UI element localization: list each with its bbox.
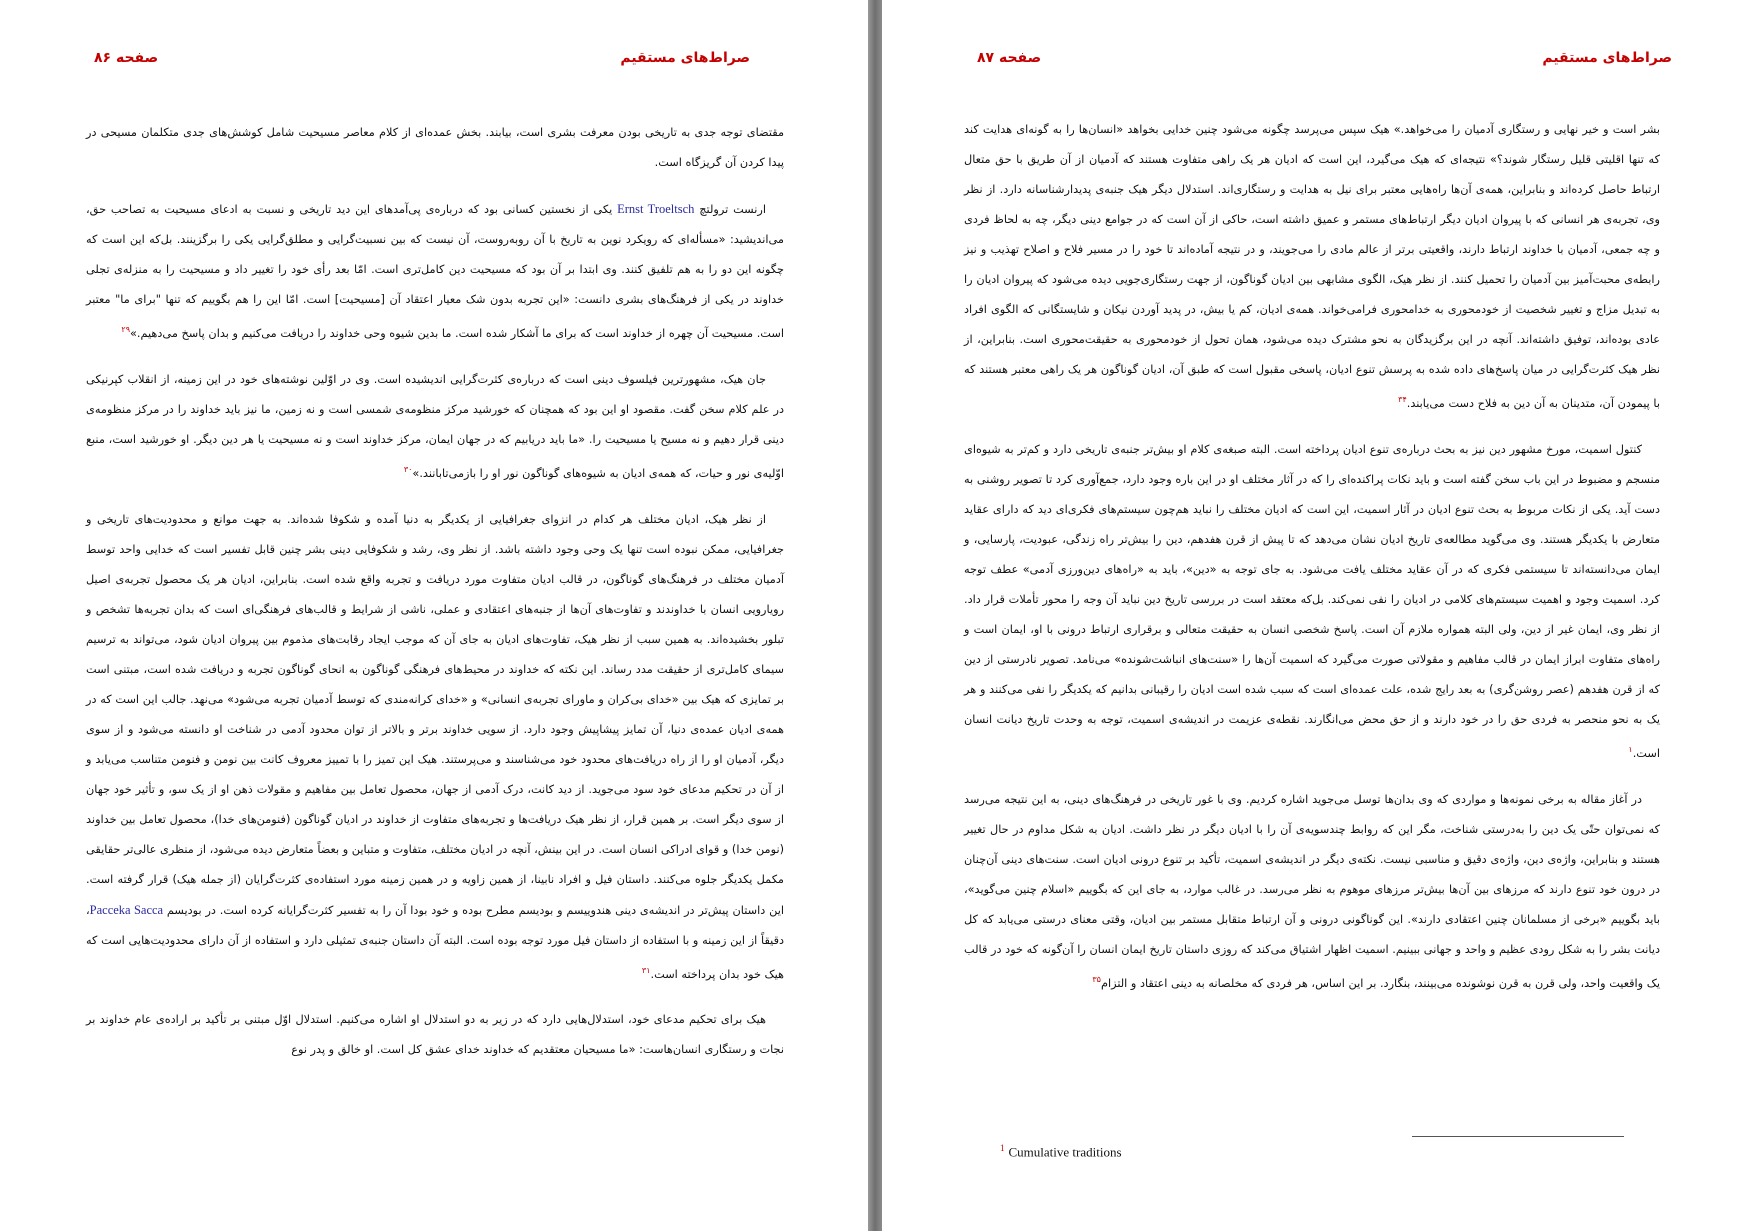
body-text <box>86 118 784 1081</box>
latin-name: Pacceka Sacca <box>89 902 164 917</box>
paragraph-text: مقتضای توجه جدی به تاریخی بودن معرفت بشری است، بیابند. بخش عمده‌ای از کلام معاصر مسیحیت شامل کوشش‌های جدی متکلمان مسیحی در پیدا کردن آن گریزگاه است. <box>86 126 784 169</box>
footnote-text: Cumulative traditions <box>1008 1144 1122 1160</box>
footnote-ref[interactable]: ۱ <box>1628 744 1633 754</box>
footnote <box>1000 1143 1122 1160</box>
paragraph <box>86 194 784 349</box>
footnote-ref[interactable]: ۳۰ <box>403 464 413 474</box>
paragraph <box>86 365 784 489</box>
paragraph-text: بشر است و خیر نهایی و رستگاری آدمیان را می‌خواهد.» هیک سپس می‌پرسد چگونه می‌شود چنین خدایی بخواهد «انسان‌ها را به گونه‌ای هدایت کند که تنها اقلیتی قلیل رستگار شوند؟» نتیجه‌ای که هیک می‌گیرد، این است که ادیان هر یک راهی متفاوت هستند که آدمیان از آن طریق با حق متعال ارتباط حاصل کرده‌اند و بنابراین، همه‌ی آن‌ها راه‌هایی معتبر برای نیل به هدایت و رستگاری‌اند. استدلال دیگر هیک جنبه‌ی پدیدارشناسانه دارد. از نظر وی، تجربه‌ی هر انسانی که با پیروان ادیان دیگر ارتباط‌های مستمر و عمیق داشته است، حاکی از آن است که در جوامع دینی دیگر، چه به لحاظ فردی و چه جمعی، آدمیان با خداوند ارتباط دارند، واقعیتی برتر از عالم مادی را می‌جویند، و در نتیجه آماده‌اند تا خود را در مسیر فلاح و اصلاح تهذیب و نیز رابطه‌ی محبت‌آمیز بین آدمیان را تحمیل کنند. از نظر هیک، الگوی مشابهی بین ادیان گوناگون، از جهت رستگاری‌جویی دیده می‌شود که پیروان ادیان را به تبدیل مزاج و تغییر شخصیت از خودمحوری به خدامحوری فرامی‌خواند. همه‌ی ادیان، کم یا بیش، در پدید آوردن نیکان و شایستگانی که الگوی افراد عادی بوده‌اند، توفیق داشته‌اند. آنچه در این برگزیدگان به نحو مشترک دیده می‌شود، همان تحول از خودمحوری به حقیقت‌محوری است. بنابراین، از نظر هیک کثرت‌گرایی در میان پاسخ‌های داده شده به پرسش تنوع ادیان، پاسخی مقبول است که طبق آن، ادیان گوناگون هر یک راهی معتبر هستند که با پیمودن آن، متدینان به آن دین به فلاح دست می‌یابند. <box>964 123 1660 410</box>
paragraph-text: جان هیک، مشهورترین فیلسوف دینی است که درباره‌ی کثرت‌گرایی اندیشیده است. وی در اوّلین نوشته‌های خود در این زمینه، از انقلاب کپرنیکی در علم کلام سخن گفت. مقصود او این بود که همچنان که خورشید مرکز منظومه‌ی شمسی است و نه زمین، ما نیز باید خداوند را در مرکز منظومه‌ی دینی قرار دهیم و نه مسیح یا مسیحیت را. «ما باید دریابیم که در جهان ایمان، مرکز خداوند است و نه مسیحیت یا هر دین دیگر. او خورشید است، منبع اوّلیه‌ی نور و حیات، که همه‌ی ادیان به شیوه‌های گوناگون نور او را بازمی‌تابانند.» <box>86 372 784 480</box>
footnote-separator <box>1412 1136 1624 1137</box>
paragraph-text: در آغاز مقاله به برخی نمونه‌ها و مواردی که وی بدان‌ها توسل می‌جوید اشاره کردیم. وی با غور تاریخی در فرهنگ‌های دینی، به این نتیجه می‌رسد که نمی‌توان حتّی یک دین را به‌درستی شناخت، مگر این که روابط چندسویه‌ی آن را با ادیان دیگر در نظر داشت. ادیان به شکل مداوم در حال تغییر هستند و بنابراین، واژه‌ی دین، واژه‌ی دقیق و مناسبی نیست. نکته‌ی دیگر در اندیشه‌ی اسمیت، تأکید بر تنوع درونی ادیان است. سنت‌های دینی آن‌چنان در درون خود تنوع دارند که مرزهای بین آن‌ها بیش‌تر مرزهای موهوم به نظر می‌رسد. در غالب موارد، به جای این که بگوییم «اسلام چنین می‌گوید»، باید بگوییم «برخی از مسلمانان چنین اعتقادی دارند». این گوناگونی درونی و آن ارتباط متقابل مستمر بین ادیان، وقتی معنای درستی می‌یابد که کل دیانت بشر را به شکل رودی عظیم و واحد و جهانی ببینیم. اسمیت اظهار اشتیاق می‌کند که روزی داستان تاریخ ایمان انسان را آن‌گونه که خود در قالب یک واقعیت واحد، ولی قرن به قرن نوشونده می‌بینند، بنگارد. بر این اساس، هر فردی که مخلصانه به دینی اعتقاد و التزام <box>964 792 1660 990</box>
running-header-title: صراط‌های مستقیم <box>1542 50 1672 66</box>
paragraph-text: هیک برای تحکیم مدعای خود، استدلال‌هایی دارد که در زیر به دو استدلال او اشاره می‌کنیم. استدلال اوّل مبتنی بر تأکید بر اراده‌ی عام خداوند بر نجات و رستگاری انسان‌هاست: «ما مسیحیان معتقدیم که خداوند خدای عشق کل است. او خالق و پدر نوع <box>86 1013 784 1057</box>
page-gutter <box>868 0 882 1231</box>
page-number: صفحه ۸۶ <box>94 50 159 66</box>
paragraph <box>964 785 1660 999</box>
paragraph <box>86 1005 784 1065</box>
paragraph-text: ، دقیقاً از این زمینه و با استفاده از داستان فیل مورد توجه بوده است. البته آن داستان جنبه‌ی تمثیلی دارد و استفاده از آن دارای محدودیت‌هایی است که هیک خود بدان پرداخته است. <box>86 903 784 981</box>
right-page <box>882 0 1752 1231</box>
footnote-ref[interactable]: ۳۴ <box>1398 395 1407 404</box>
page-number: صفحه ۸۷ <box>977 50 1042 66</box>
paragraph-text: ارنست ترولتچ <box>699 203 766 216</box>
left-page <box>0 0 868 1231</box>
footnote-ref[interactable]: ۳۵ <box>1092 974 1101 984</box>
paragraph-text: یکی از نخستین کسانی بود که درباره‌ی پی‌آمدهای این دید تاریخی و نسبت به ادعای مسیحیت به تصاحب حق، می‌اندیشید: «مسأله‌ای که رویکرد نوین به تاریخ با آن روبه‌روست، آن نیست که بین نسبیت‌گرایی و مطلق‌گرایی یکی را برگزینند. بل‌که این است که چگونه این دو را به هم تلفیق کنند. وی ابتدا بر آن بود که مسیحیت دین کامل‌تری است. امّا بعد رأی خود را تغییر داد و مسیحیت را به منزله‌ی تجلی خداوند در یکی از فرهنگ‌های بشری دانست: «این تجربه بدون شک معیار اعتقاد آن [مسیحیت] است. امّا این را هم بگوییم که تنها "برای ما" معتبر است. مسیحیت آن چهره از خداوند است که برای ما آشکار شده است. ما بدین شیوه وحی خداوند را دریافت می‌کنیم و بدان پاسخ می‌دهیم.» <box>86 203 784 340</box>
paragraph <box>86 118 784 178</box>
footnote-number: 1 <box>1000 1143 1005 1153</box>
running-header-title: صراط‌های مستقیم <box>620 50 750 66</box>
body-text <box>964 115 1660 1014</box>
latin-name: Ernst Troeltsch <box>617 202 695 216</box>
paragraph <box>964 435 1660 769</box>
paragraph-text: کنتول اسمیت، مورخ مشهور دین نیز به بحث درباره‌ی تنوع ادیان پرداخته است. البته صبغه‌ی کلام او بیش‌تر جنبه‌ی تاریخی دارد و کم‌تر به شیوه‌ای منسجم و مضبوط در این باب سخن گفته است و باید نکات پراکنده‌ای را که در آثار مختلف او در این باره وجود دارد، جمع‌آوری کرد تا تصویر روشنی به دست آید. یکی از نکات مربوط به بحث تنوع ادیان در آثار اسمیت، این است که ادیان مختلف را نباید هم‌چون سیستم‌های فکری‌ای دید که دارای عقاید متعارض با یکدیگر هستند. وی می‌گوید مطالعه‌ی تاریخ ادیان نشان می‌دهد که تا پیش از قرن هفدهم، دین را بیش‌تر راه زندگی، عبودیت، پارسایی، و ایمان می‌دانسته‌اند تا سیستمی فکری که در آن عقاید مختلف یافت می‌شود. به جای توجه به «دین»، باید به «راه‌های دین‌ورزی آدمی» عطف توجه کرد. اسمیت وجود و اهمیت سیستم‌های کلامی در ادیان را نفی نمی‌کند. بل‌که معتقد است در بررسی تاریخ دین نباید آن وجه را محور تأملات قرار داد. از نظر وی، ایمان غیر از دین، ولی البته همواره ملازم آن است. پاسخ شخصی انسان به حقیقت متعالی و برقراری ارتباط درونی با او، ایمان است و راه‌های متفاوت ابراز ایمان در قالب مفاهیم و مقولاتی صورت می‌گیرد که اسمیت آن‌ها را «سنت‌های انباشت‌شونده» می‌نامد. تصویر نادرستی از دین که از قرن هفدهم (عصر روشن‌گری) به بعد رایج شده، علت عمده‌ای است که سبب شده است ادیان را رقیبانی بدانیم که یکدیگر را نفی می‌کنند و هر یک به نحو منحصر به فردی حق را در خود دارند و از حق محض می‌انگارند. نقطه‌ی عزیمت در اندیشه‌ی اسمیت، توجه به وحدت تاریخ دیانت انسان است. <box>964 442 1660 760</box>
footnote-ref[interactable]: ۳۱ <box>641 965 651 975</box>
paragraph <box>86 505 784 990</box>
footnote-ref[interactable]: ۲۹ <box>121 325 130 334</box>
paragraph-text: از نظر هیک، ادیان مختلف هر کدام در انزوای جغرافیایی از یکدیگر به دنیا آمده و شکوفا شده‌اند. به جهت موانع و محدودیت‌های تاریخی و جغرافیایی، ممکن نبوده است تنها یک وحی وجود داشته باشد. از نظر وی، رشد و شکوفایی دینی بشر چنین قابل تفسیر است که خدایی واحد توسط آدمیان مختلف در فرهنگ‌های گوناگون، در قالب ادیان متفاوت مورد دریافت و تجربه واقع شده است. بنابراین، ادیان هر یک محصول تجربه‌ی اصیل رویارویی انسان با خداوندند و تفاوت‌های آن‌ها از جنبه‌های اعتقادی و عملی، ناشی از شرایط و قالب‌های فرهنگی‌ای است که بدان تجربه‌ها تشخص و تبلور بخشیده‌اند. به همین سبب از نظر هیک، تفاوت‌های ادیان به جای آن که موجب ایجاد رقابت‌های مذموم بین پیروان ادیان شود، می‌تواند به ترسیم سیمای کامل‌تری از حقیقت مدد رساند. این نکته که خداوند در محیط‌های فرهنگی گوناگون به انحای گوناگون تجربه و دریافت شده است، مبتنی است بر تمایزی که هیک بین «خدای بی‌کران و ماورای تجربه‌ی انسانی» و «خدای کرانه‌مندی که توسط آدمیان تجربه می‌شود» می‌نهد. جالب این است که در همه‌ی ادیان عمده‌ی دنیا، آن تمایز پیشاپیش وجود دارد. از سویی خداوند برتر و بالاتر از توان محدود آدمی در شناخت او دانسته می‌شود و از سوی دیگر، آدمیان او را از راه دریافت‌های محدود خود می‌شناسند و می‌پرستند. هیک این تمیز را با تمییز معروف کانت بین نومن و فنومن متناسب می‌یابد و از آن در تحکیم مدعای خود سود می‌جوید. از دید کانت، درک آدمی از جهان، محصول تعامل بین مفاهیم و مقولات ذهن او از یک سو، و تأثیر خود جهان از سوی دیگر است. بر همین قرار، از نظر هیک دریافت‌ها و تجربه‌های متفاوت از خداوند در ادیان گوناگون (فنومن‌های خدا)، محصول تعامل بین خداوند (نومن خدا) و قوای ادراکی انسان است. در این بینش، آنچه در ادیان مختلف، متفاوت و متباین و بعضاً متعارض دیده می‌شود، از منظری عالی‌تر حقایقی مکمل یکدیگر جلوه می‌کنند. داستان فیل و افراد نابینا، از همین زاویه و در همین زمینه مورد استفاده‌ی کثرت‌گرایان (از جمله هیک) قرار گرفته است. این داستان پیش‌تر در اندیشه‌ی دینی هندوییسم و بودیسم مطرح بوده و خود بودا آن را به تفسیر کثرت‌گرایانه کرده است. در بودیسم <box>86 512 784 917</box>
paragraph <box>964 115 1660 419</box>
